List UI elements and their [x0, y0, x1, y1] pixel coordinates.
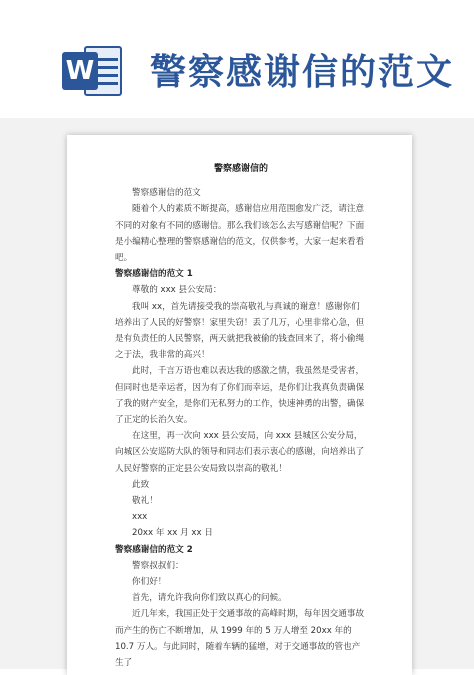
- paragraph: 尊敬的 xxx 县公安局：: [132, 285, 222, 296]
- header-banner: [0, 0, 474, 120]
- paragraph: 20xx 年 xx 月 xx 日: [132, 528, 213, 539]
- paragraph: xxx: [132, 512, 148, 523]
- word-document-icon: [62, 42, 124, 100]
- paragraph: 此时，千言万语也难以表达我的感激之情，我虽然是受害者，但同时也是幸运者，因为有了你们而幸运，是你们让我真负责确保了我的财产安全，是你们无私努力的工作，快速神勇的出警，确保了正定的长治久安。: [115, 366, 365, 426]
- paragraph: 我叫 xx，首先请接受我的崇高敬礼与真诚的谢意！感谢你们培养出了人民的好警察！家里失窃！丢了几万，心里非常心急，但是有负责任的人民警察，两天就把我被偷的钱查回来了，将小偷绳之于法，我非常的高兴！: [115, 301, 365, 361]
- paragraph: 在这里，再一次向 xxx 县公安局，向 xxx 县城区公安分局，向城区公安巡防大队的领导和同志们表示衷心的感谢，向培养出了人民好警察的正定县公安局致以崇高的敬礼！: [115, 431, 365, 474]
- document-title: 警察感谢信的: [213, 164, 268, 174]
- word-logo-letter: W: [62, 52, 98, 90]
- paragraph: 首先，请允许我向你们致以真心的问候。: [132, 593, 287, 604]
- document-page: [67, 135, 412, 675]
- document-body: [115, 161, 367, 671]
- document-lines: [115, 185, 367, 671]
- paragraph: 近几年来，我国正处于交通事故的高峰时期，每年因交通事故而产生的伤亡不断增加，从 1999 年的 5 万人增至 20xx 年的 10.7 万人。与此同时，随着车辆的猛增，对于交通事故的管也产生了: [115, 609, 365, 669]
- paragraph: 你们好！: [132, 577, 167, 588]
- section-heading: 警察感谢信的范文 1: [115, 269, 193, 280]
- banner-title: 警察感谢信的范文: [150, 52, 455, 93]
- paragraph: 警察叔叔们：: [132, 560, 184, 571]
- paragraph: 随着个人的素质不断提高，感谢信应用范围愈发广泛，请注意不同的对象有不同的感谢信。那么我们该怎么去写感谢信呢？下面是小编精心整理的警察感谢信的范文，仅供参考，大家一起来看看吧。: [115, 204, 365, 264]
- paragraph: 此致: [132, 479, 150, 490]
- paragraph: 警察感谢信的范文: [132, 188, 201, 199]
- section-heading: 警察感谢信的范文 2: [115, 544, 193, 555]
- paragraph: 敬礼！: [132, 496, 158, 507]
